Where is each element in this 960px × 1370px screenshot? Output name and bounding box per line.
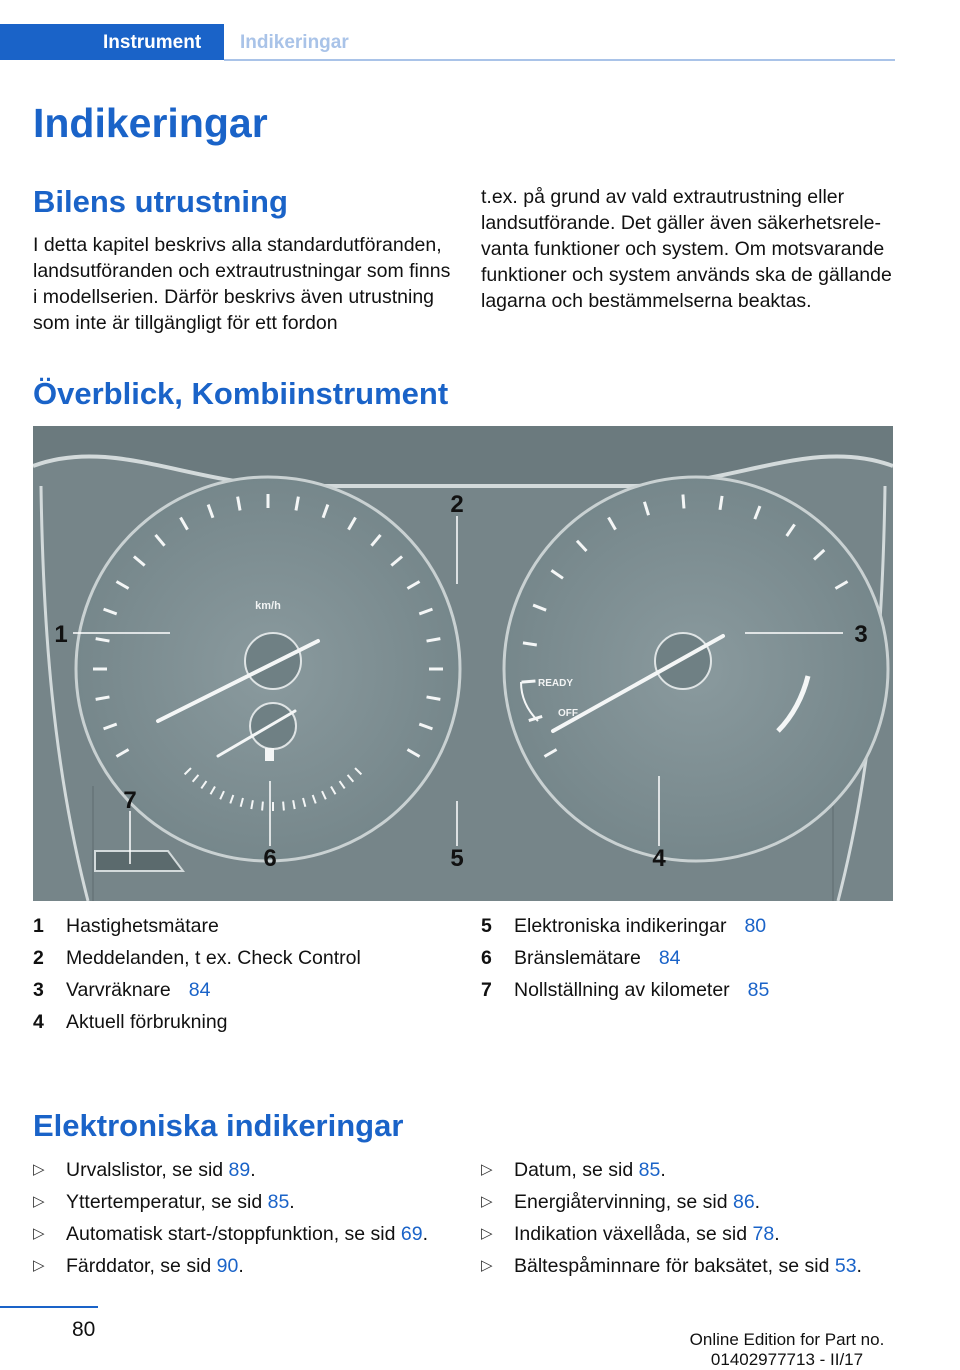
legend-item (33, 1006, 453, 1038)
bullet-list-left (33, 1154, 453, 1282)
callout-5: 5 (450, 845, 464, 872)
punctuation: . (774, 1223, 780, 1245)
triangle-right-icon: ▷ (33, 1193, 45, 1210)
punctuation: . (856, 1255, 862, 1277)
callout-4: 4 (652, 845, 666, 872)
punctuation: . (238, 1255, 244, 1277)
legend-item (33, 974, 453, 1006)
legend-number: 2 (33, 947, 44, 969)
legend-number: 1 (33, 915, 44, 937)
instrument-cluster-figure (33, 426, 893, 901)
paragraph-equipment-right: t.ex. på grund av vald extrautrustning eller landsutförande. Det gäller även säkerhetsrelevanta funktioner och system. Om motsvarande funktioner och system används ska de gällande lagarna och bestämmelserna beaktas. (481, 186, 892, 312)
list-item-text (66, 1250, 244, 1282)
list-item-label: Datum, se sid (514, 1159, 639, 1181)
legend-label: Nollställning av kilometer (514, 979, 730, 1001)
punctuation: . (289, 1191, 295, 1213)
legend-text (66, 910, 219, 942)
page-reference-link[interactable]: 78 (752, 1223, 775, 1245)
callout-7: 7 (123, 787, 137, 814)
header-divider (224, 59, 895, 61)
punctuation: . (422, 1223, 429, 1245)
tab-instrument[interactable] (0, 24, 224, 60)
page-reference-link[interactable]: 86 (732, 1191, 755, 1213)
callout-2: 2 (450, 491, 464, 518)
list-item (33, 1218, 453, 1250)
gauge-tick (283, 802, 284, 811)
list-item-text (66, 1154, 256, 1186)
page-reference-link[interactable]: 90 (216, 1255, 239, 1277)
punctuation: . (250, 1159, 256, 1181)
list-item (481, 1154, 901, 1186)
header-tabs (0, 24, 895, 62)
page-reference-link[interactable]: 84 (658, 947, 681, 969)
list-item (33, 1250, 453, 1282)
gauge-tick (262, 802, 263, 811)
list-item-label: Energiåtervinning, se sid (514, 1191, 733, 1213)
legend-number: 5 (481, 915, 492, 937)
triangle-right-icon: ▷ (33, 1161, 45, 1178)
list-item-text (514, 1154, 666, 1186)
list-item (33, 1154, 453, 1186)
gauge-tick (683, 494, 684, 508)
gauge-tick (521, 681, 535, 682)
fuel-pump-icon (265, 748, 274, 761)
legend-text (514, 974, 769, 1006)
legend-text (66, 974, 210, 1006)
page-reference-link[interactable]: 80 (744, 915, 767, 937)
figure-legend-right (481, 910, 901, 1006)
ready-label: READY (538, 678, 574, 689)
tab-instrument-label: Instrument (103, 32, 202, 53)
off-label: OFF (558, 708, 578, 719)
bullet-list-right (481, 1154, 901, 1282)
legend-number: 4 (33, 1011, 44, 1033)
figure-legend-left (33, 910, 453, 1038)
legend-label: Hastighetsmätare (66, 915, 219, 937)
legend-label: Aktuell förbrukning (66, 1011, 228, 1033)
legend-number: 6 (481, 947, 492, 969)
legend-text (514, 910, 766, 942)
paragraph-equipment-left: I detta kapitel beskrivs alla standardutföranden, landsutföranden och extrautrustningar som finns i modellserien. Därför beskrivs även utrustning som inte är tillgängligt för ett fordon (33, 234, 451, 334)
legend-item (481, 942, 901, 974)
legend-text (514, 942, 681, 974)
legend-label: Elektroniska indikeringar (514, 915, 727, 937)
legend-text (66, 942, 361, 974)
speed-unit-label: km/h (255, 600, 281, 612)
section-heading-overview: Överblick, Kombiinstrument (33, 376, 449, 411)
legend-label: Varvräknare (66, 979, 171, 1001)
triangle-right-icon: ▷ (33, 1225, 45, 1242)
list-item-label: Automatisk start-/stoppfunktion, se sid (66, 1223, 401, 1245)
page-reference-link[interactable]: 85 (267, 1191, 290, 1213)
legend-number: 3 (33, 979, 44, 1001)
list-item (481, 1250, 901, 1282)
footer-edition: Online Edition for Part no. 01402977713 - II/17 (689, 1330, 885, 1369)
page-reference-link[interactable]: 89 (228, 1159, 251, 1181)
list-item-label: Yttertemperatur, se sid (66, 1191, 268, 1213)
list-item-text (514, 1250, 862, 1282)
legend-item (33, 910, 453, 942)
footer-rule (0, 1306, 98, 1308)
section-heading-electronic-displays: Elektroniska indikeringar (33, 1108, 404, 1143)
list-item-text (66, 1186, 295, 1218)
legend-label: Bränslemätare (514, 947, 641, 969)
list-item (481, 1186, 901, 1218)
legend-item (481, 974, 901, 1006)
triangle-right-icon: ▷ (481, 1225, 493, 1242)
triangle-right-icon: ▷ (481, 1161, 493, 1178)
legend-item (33, 942, 453, 974)
page-title: Indikeringar (33, 100, 268, 146)
legend-item (481, 910, 901, 942)
punctuation: . (754, 1191, 761, 1213)
tab-indikeringar[interactable]: Indikeringar (240, 32, 349, 53)
page-reference-link[interactable]: 69 (400, 1223, 423, 1245)
page-reference-link[interactable]: 53 (834, 1255, 857, 1277)
triangle-right-icon: ▷ (481, 1193, 493, 1210)
page-number: 80 (72, 1318, 96, 1341)
legend-label: Meddelanden, t ex. Check Control (66, 947, 361, 969)
list-item-text (514, 1186, 760, 1218)
list-item-label: Bältespåminnare för baksätet, se sid (514, 1255, 835, 1277)
list-item-text (514, 1218, 780, 1250)
gauge-tick (523, 643, 537, 645)
list-item-text (66, 1218, 428, 1250)
callout-1: 1 (54, 621, 68, 648)
legend-text (66, 1006, 228, 1038)
page-reference-link[interactable]: 85 (638, 1159, 661, 1181)
page-reference-link[interactable]: 85 (747, 979, 770, 1001)
list-item-label: Färddator, se sid (66, 1255, 217, 1277)
callout-6: 6 (263, 845, 277, 872)
list-item (33, 1186, 453, 1218)
list-item (481, 1218, 901, 1250)
legend-number: 7 (481, 979, 492, 1001)
triangle-right-icon: ▷ (33, 1257, 45, 1274)
punctuation: . (660, 1159, 666, 1181)
section-heading-equipment: Bilens utrustning (33, 184, 288, 219)
triangle-right-icon: ▷ (481, 1257, 493, 1274)
page-reference-link[interactable]: 84 (188, 979, 211, 1001)
list-item-label: Indikation växellåda, se sid (514, 1223, 753, 1245)
callout-3: 3 (854, 621, 868, 648)
list-item-label: Urvalslistor, se sid (66, 1159, 229, 1181)
gauge-tick (720, 496, 722, 510)
